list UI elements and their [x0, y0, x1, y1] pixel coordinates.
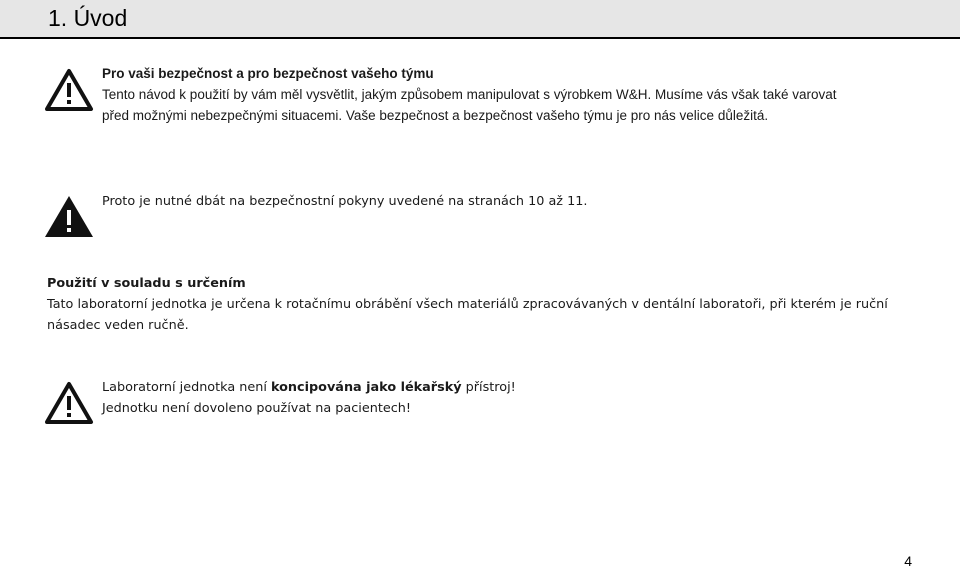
header-bar	[0, 0, 960, 38]
safety-notice-line: Tento návod k použití by vám měl vysvětlit, jakým způsobem manipulovat s výrobkem W&H. Musíme vás však také varovat	[102, 87, 837, 102]
intended-use-line: násadec veden ručně.	[47, 318, 189, 333]
notice-text: přístroj!	[461, 380, 516, 395]
intended-use-section	[47, 273, 888, 336]
page-title: 1. Úvod	[48, 5, 128, 31]
warning-triangle-filled-icon	[44, 194, 94, 238]
safety-notice	[102, 63, 837, 126]
medical-device-notice-line	[102, 377, 516, 398]
warning-triangle-outline-icon	[44, 381, 94, 425]
intended-use-heading: Použití v souladu s určením	[47, 276, 246, 291]
intended-use-line: Tato laboratorní jednotka je určena k rotačnímu obrábění všech materiálů zpracovávaných v dentální laboratoři, při kterém je ruční	[47, 297, 888, 312]
page-number: 4	[904, 553, 912, 569]
medical-device-notice-line: Jednotku není dovoleno používat na pacientech!	[102, 401, 411, 416]
warning-triangle-outline-icon	[44, 68, 94, 112]
safety-instructions-reference	[102, 191, 587, 212]
notice-emphasis: koncipována jako lékařský	[270, 380, 462, 395]
safety-notice-line: před možnými nebezpečnými situacemi. Vaše bezpečnost a bezpečnost vašeho týmu je pro nás velice důležitá.	[102, 108, 769, 123]
medical-device-notice	[102, 377, 516, 419]
notice-text: Laboratorní jednotka není	[102, 380, 271, 395]
safety-notice-heading: Pro vaši bezpečnost a pro bezpečnost vašeho týmu	[102, 66, 434, 81]
header-divider	[0, 37, 960, 39]
safety-instructions-text: Proto je nutné dbát na bezpečnostní pokyny uvedené na stranách 10 až 11.	[102, 194, 588, 209]
